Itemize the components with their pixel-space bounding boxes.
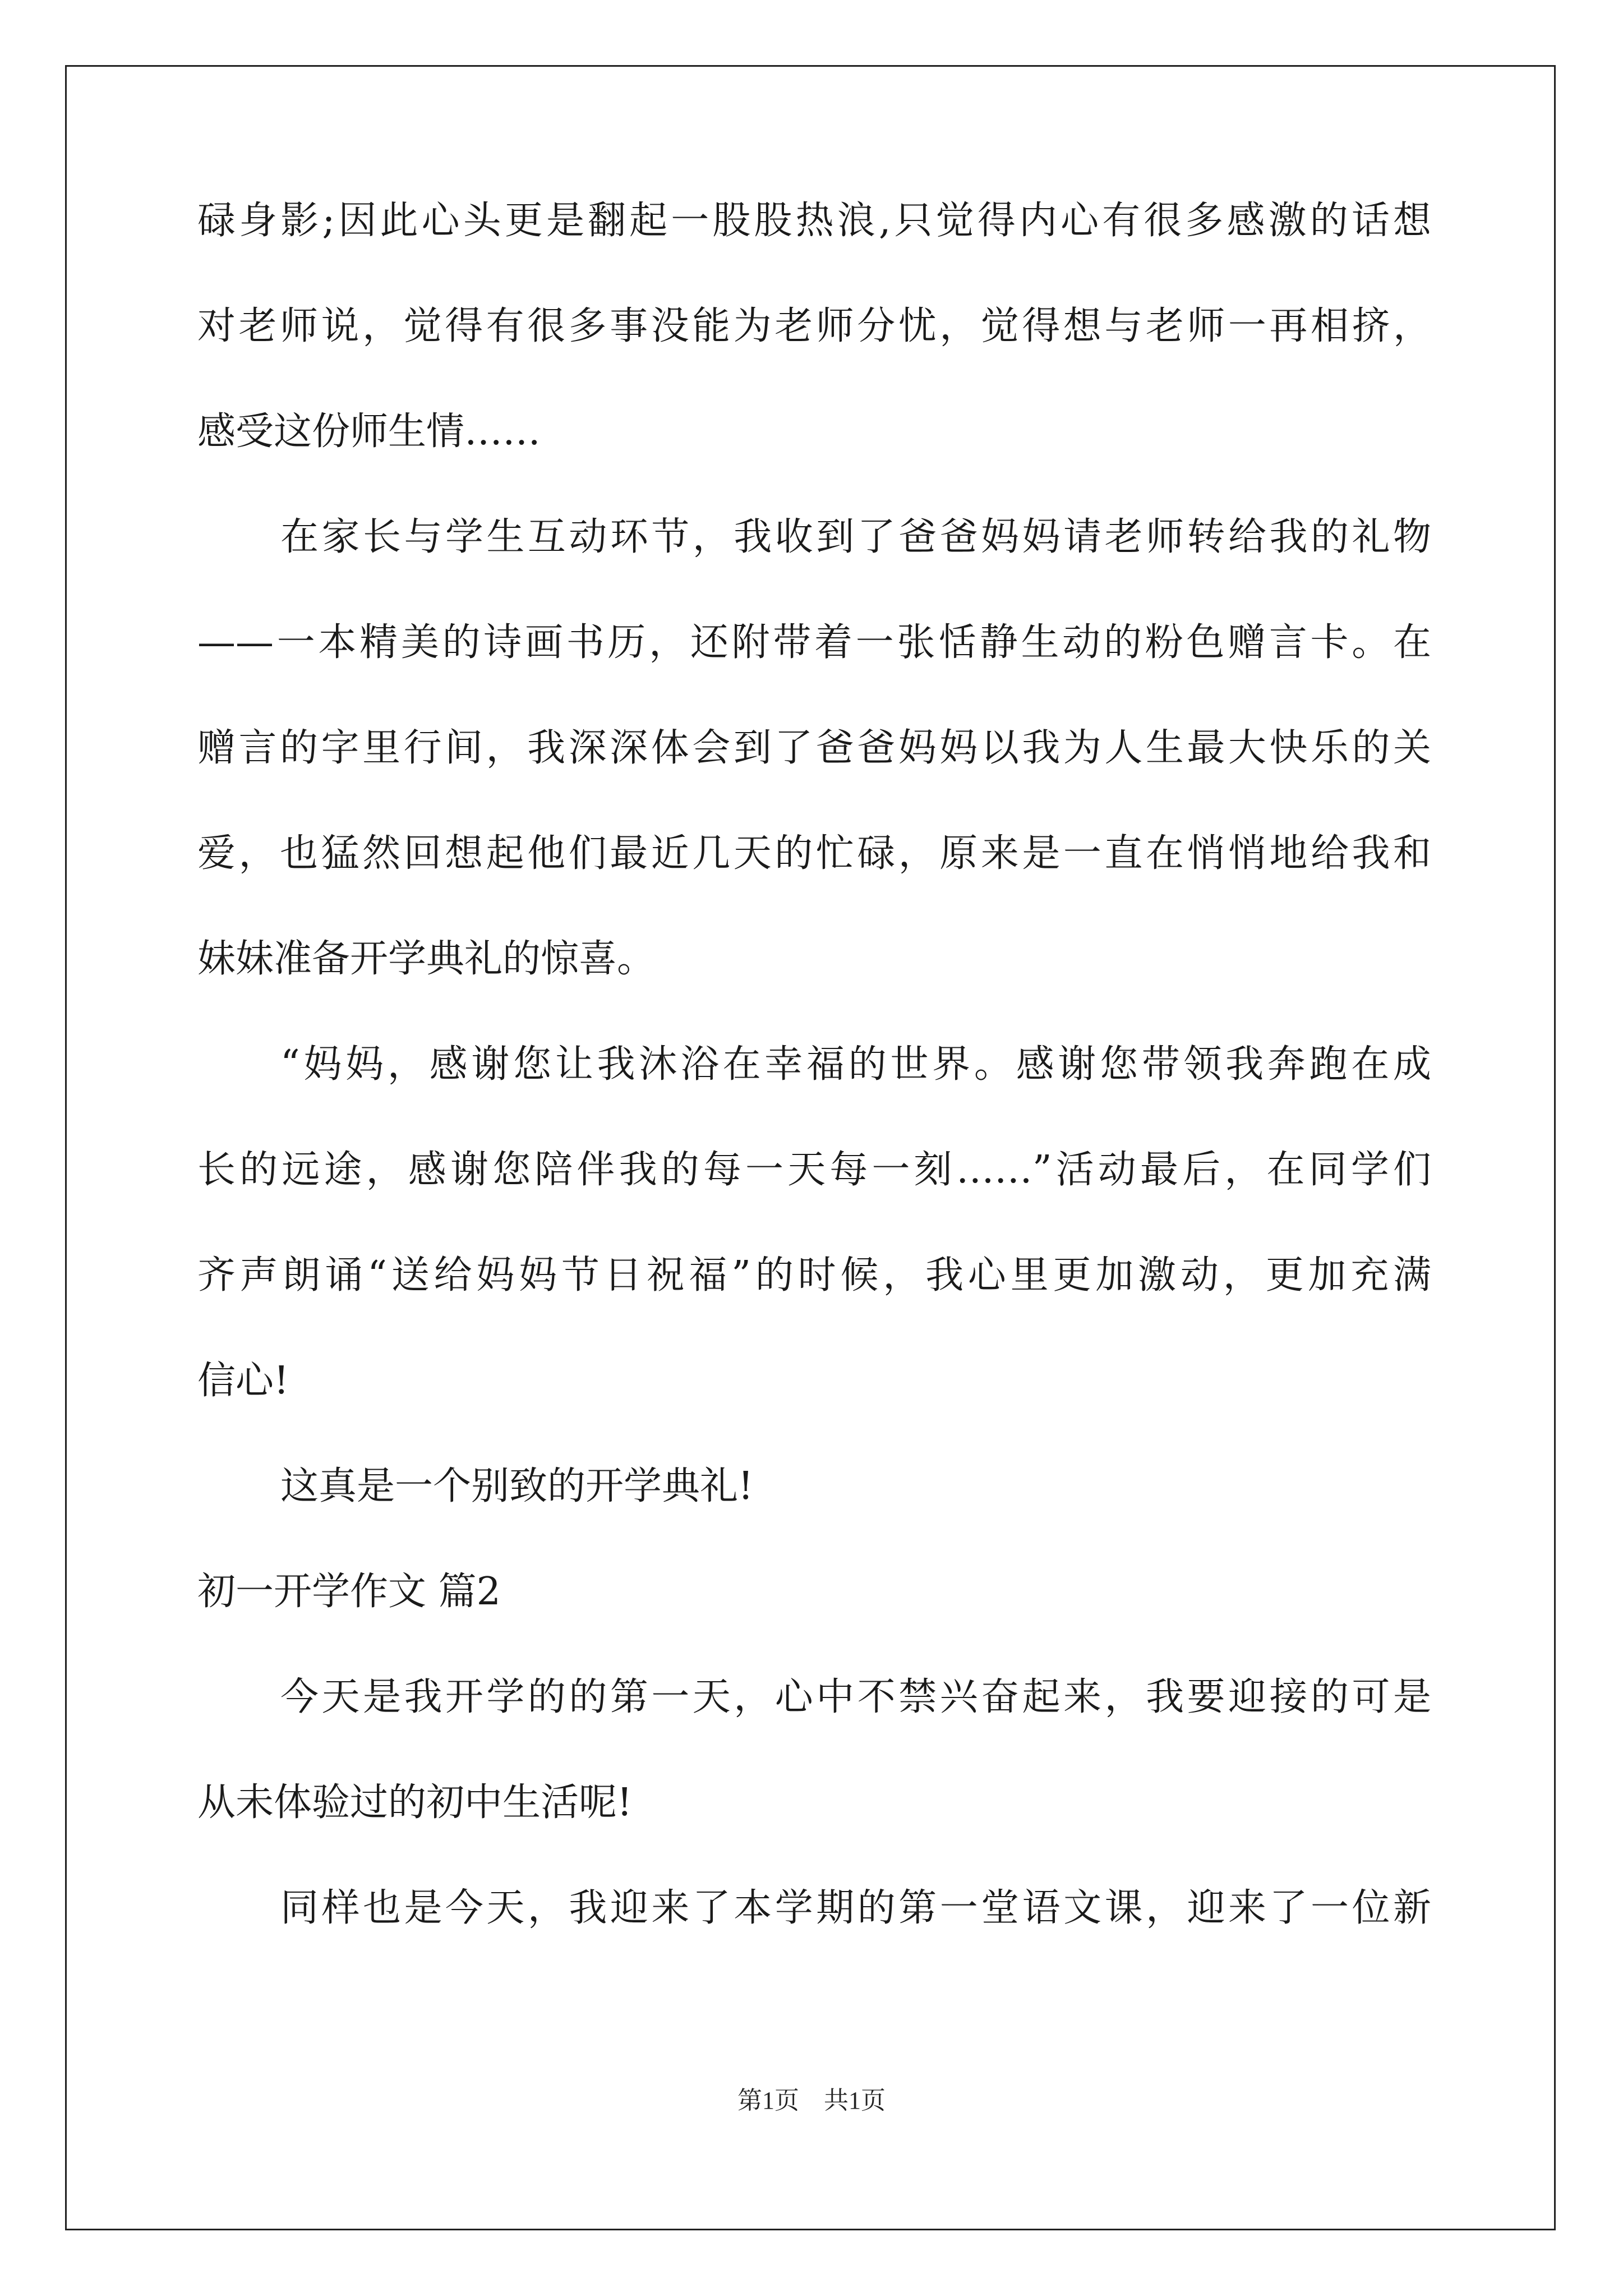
text-line: ——一本精美的诗画书历，还附带着一张恬静生动的粉色赠言卡。在 — [197, 620, 1431, 665]
text-line: 碌身影;因此心头更是翻起一股股热浪,只觉得内心有很多感激的话想 — [197, 199, 1431, 243]
text-line: 妹妹准备开学典礼的惊喜。 — [197, 937, 656, 981]
text-line: 长的远途，感谢您陪伴我的每一天每一刻……”活动最后，在同学们 — [197, 1148, 1431, 1192]
text-line: 对老师说，觉得有很多事没能为老师分忧，觉得想与老师一再相挤， — [197, 304, 1431, 348]
text-line: 从未体验过的初中生活呢! — [197, 1780, 633, 1825]
section-heading: 初一开学作文 篇2 — [197, 1570, 501, 1614]
text-line: “妈妈，感谢您让我沐浴在幸福的世界。感谢您带领我奔跑在成 — [280, 1042, 1431, 1087]
text-line: 在家长与学生互动环节，我收到了爸爸妈妈请老师转给我的礼物 — [280, 515, 1431, 559]
text-line: 今天是我开学的的第一天，心中不禁兴奋起来，我要迎接的可是 — [280, 1675, 1431, 1719]
text-line: 同样也是今天，我迎来了本学期的第一堂语文课，迎来了一位新 — [280, 1886, 1431, 1930]
text-line: 感受这份师生情…… — [197, 409, 541, 454]
text-line: 齐声朗诵“送给妈妈节日祝福”的时候，我心里更加激动，更加充满 — [197, 1253, 1431, 1297]
text-line: 这真是一个别致的开学典礼! — [280, 1464, 754, 1508]
page-footer: 第1页 共1页 — [737, 2087, 886, 2114]
text-line: 信心! — [197, 1359, 289, 1403]
document-body — [197, 199, 1431, 1995]
text-line: 爱，也猛然回想起他们最近几天的忙碌，原来是一直在悄悄地给我和 — [197, 831, 1431, 876]
text-line: 赠言的字里行间，我深深体会到了爸爸妈妈以我为人生最大快乐的关 — [197, 726, 1431, 770]
